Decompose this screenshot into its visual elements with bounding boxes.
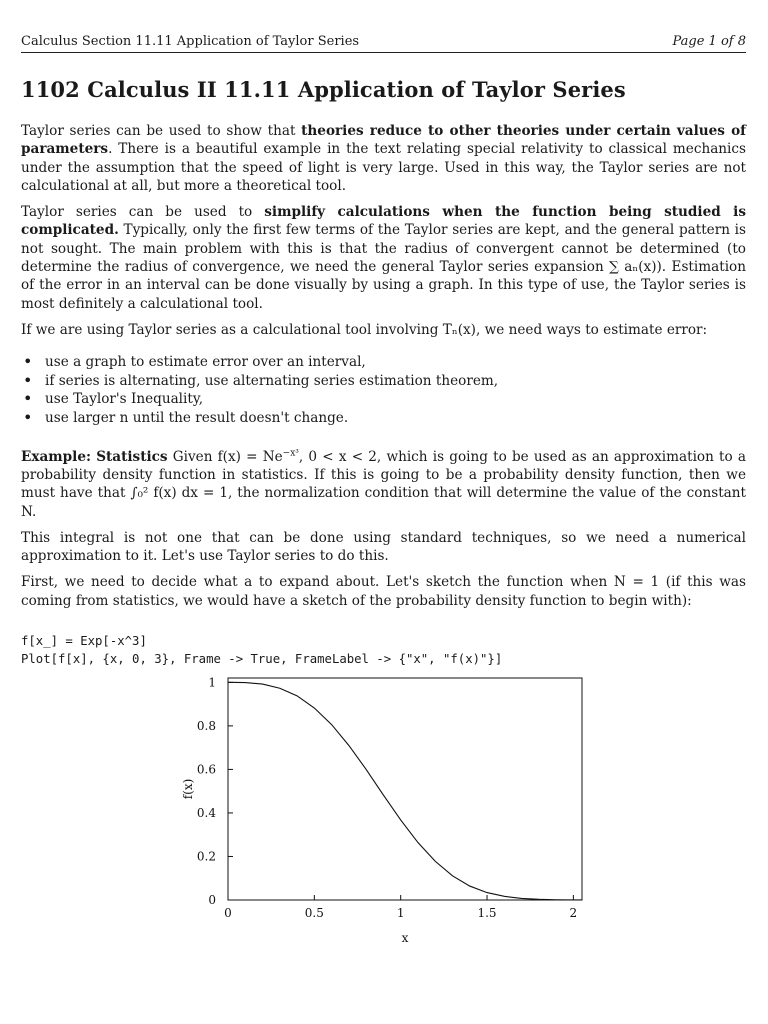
y-tick-label: 0.6: [196, 762, 216, 777]
plot-frame: [228, 678, 582, 900]
example-label: Example:: [21, 448, 91, 465]
paragraph-calculational-use: [21, 203, 746, 313]
paragraph-sketch: First, we need to decide what a to expand about. Let's sketch the function when N = 1 (if this was coming from statistics, we would have a sketch of the probability density function to begin with):: [21, 574, 746, 609]
paragraph-text: , 0 < x < 2, which is going to be used as an approximation to a probability density function in statistics. If this is going to be a probability density function, then we must have that ∫₀² f(x) dx = 1, the normalization condition that will determine the value of the constant N.: [21, 448, 747, 520]
y-tick-label: 0: [208, 893, 216, 907]
series-line: [228, 682, 582, 900]
exponent: −x³: [282, 448, 299, 459]
y-tick-label: 0.8: [196, 718, 216, 733]
x-tick-label: 1: [396, 906, 405, 920]
page-title: 1102 Calculus II 11.11 Application of Taylor Series: [21, 77, 626, 102]
list-item: • use a graph to estimate error over an interval,: [45, 353, 746, 372]
code-line: Plot[f[x], {x, 0, 3}, Frame -> True, FrameLabel -> {"x", "f(x)"}]: [21, 652, 503, 667]
list-item: • use larger n until the result doesn't change.: [45, 409, 746, 428]
paragraph-theoretical-use: [21, 122, 746, 195]
y-axis-label: f(x): [181, 778, 195, 800]
x-tick-label: 0: [224, 906, 232, 920]
y-tick-label: 0.4: [196, 805, 216, 820]
plot-ticks: [197, 675, 577, 920]
x-tick-label: 0.5: [304, 906, 324, 920]
paragraph-text: Taylor series can be used to show that: [21, 123, 302, 139]
code-line: f[x_] = Exp[-x^3]: [21, 634, 147, 649]
header-page-number: Page 1 of 8: [672, 34, 746, 49]
paragraph-text: . There is a beautiful example in the text relating special relativity to classical mechanics under the assumption that the speed of light is very large. Used in this way, the Taylor series are not calculational at all, but more a theoretical tool.: [21, 141, 746, 194]
paragraph-example: [21, 448, 746, 521]
y-tick-label: 0.2: [196, 849, 216, 864]
paragraph-numerical: This integral is not one that can be done using standard techniques, so we need a numerical approximation to it. Let's use Taylor series to do this.: [21, 529, 746, 565]
example-topic: Statistics: [96, 448, 168, 465]
error-methods-list: [21, 353, 746, 427]
paragraph-text: Given f(x) = Ne: [167, 448, 283, 465]
x-axis-label: x: [401, 931, 409, 945]
emphasis-text: simplify calculations when the function being studied is complicated.: [21, 204, 746, 239]
x-tick-label: 1.5: [477, 906, 497, 920]
paragraph-text: Typically, only the first few terms of the Taylor series are kept, and the general pattern is not sought. The main problem with this is that the radius of convergent cannot be determined (to determine the radius of convergence, we need the general Taylor series expansion ∑ aₙ(x)). Estimation of the error in an interval can be done visually by using a graph. In this type of use, the Taylor series is most definitely a calculational tool.: [21, 222, 746, 312]
list-item: • if series is alternating, use alternating series estimation theorem,: [45, 372, 746, 391]
paragraph-text: Taylor series can be used to: [21, 204, 265, 221]
running-header: [21, 33, 746, 53]
y-tick-label: 1: [208, 675, 216, 690]
emphasis-text: theories reduce to other theories under certain values of parameters: [21, 123, 746, 158]
header-section-title: Calculus Section 11.11 Application of Taylor Series: [21, 34, 360, 49]
function-plot: [170, 668, 600, 953]
paragraph-error-intro: If we are using Taylor series as a calculational tool involving Tₙ(x), we need ways to estimate error:: [21, 321, 708, 338]
mathematica-code-block: [21, 632, 746, 668]
list-item: • use Taylor's Inequality,: [45, 390, 746, 409]
document-body: [21, 122, 746, 668]
x-tick-label: 2: [569, 906, 578, 920]
